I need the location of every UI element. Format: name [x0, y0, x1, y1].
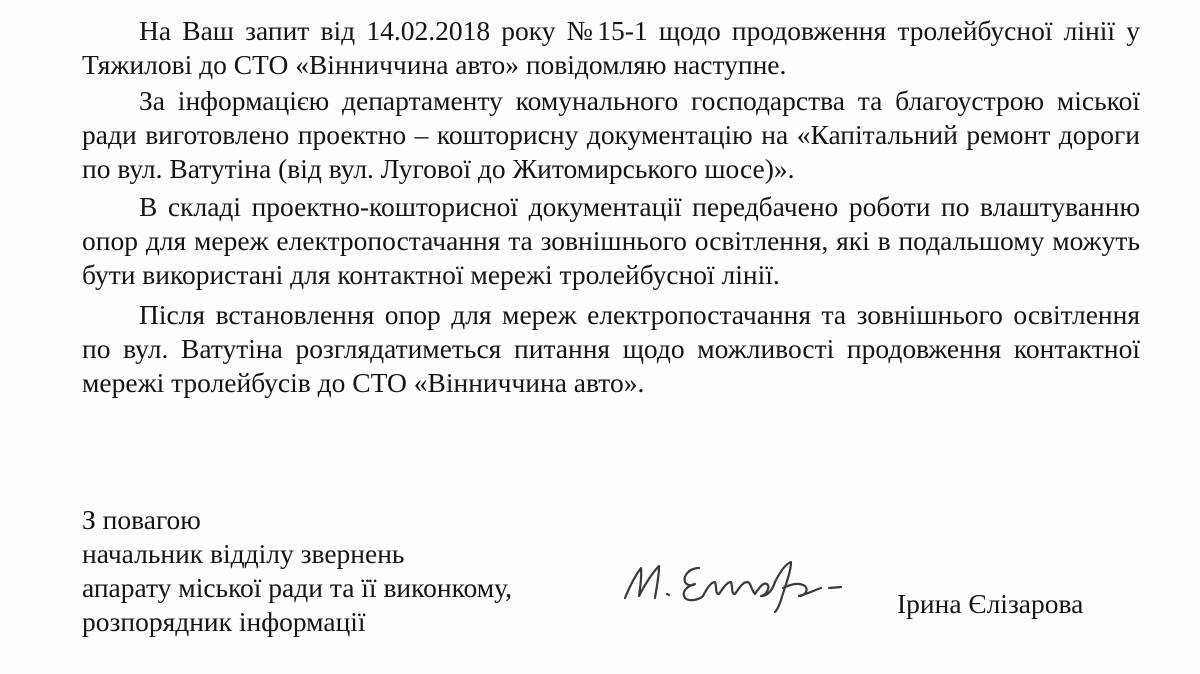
paragraph-poles-installation: В складі проектно-кошторисної документації передбачено роботи по влаштуванню опор для мереж електропостачання та зовнішнього освітлення, які в подальшому можуть бути використані для контактної мережі тролейбусної лінії.: [82, 191, 1140, 290]
signer-position-line-3: розпорядник інформації: [82, 606, 366, 637]
paragraph-design-documentation: За інформацією департаменту комунального господарства та благоустрою міської ради виготовлено проектно – кошторисну документацію на «Капітальний ремонт дороги по вул. Ватутіна (від вул. Лугової до Житомирського шосе)».: [82, 85, 1140, 184]
closing-block: [82, 503, 642, 639]
paragraph-trolleybus-extension: Після встановлення опор для мереж електропостачання та зовнішнього освітлення по вул. Ватутіна розглядатиметься питання щодо можливості продовження контактної мережі тролейбусів до СТО «Вінниччина авто».: [82, 299, 1140, 398]
signer-position-line-1: начальник відділу звернень: [82, 538, 405, 569]
signer-name: Ірина Єлізарова: [897, 588, 1084, 619]
handwritten-signature: [615, 548, 855, 628]
letter-body: [82, 14, 1140, 402]
signer-position-line-2: апарату міської ради та її виконкому,: [82, 572, 513, 603]
closing-greeting: З повагою: [82, 504, 201, 535]
paragraph-request-reference: На Ваш запит від 14.02.2018 року №15-1 щодо продовження тролейбусної лінії у Тяжилові до СТО «Вінниччина авто» повідомляю наступне.: [82, 15, 1140, 80]
